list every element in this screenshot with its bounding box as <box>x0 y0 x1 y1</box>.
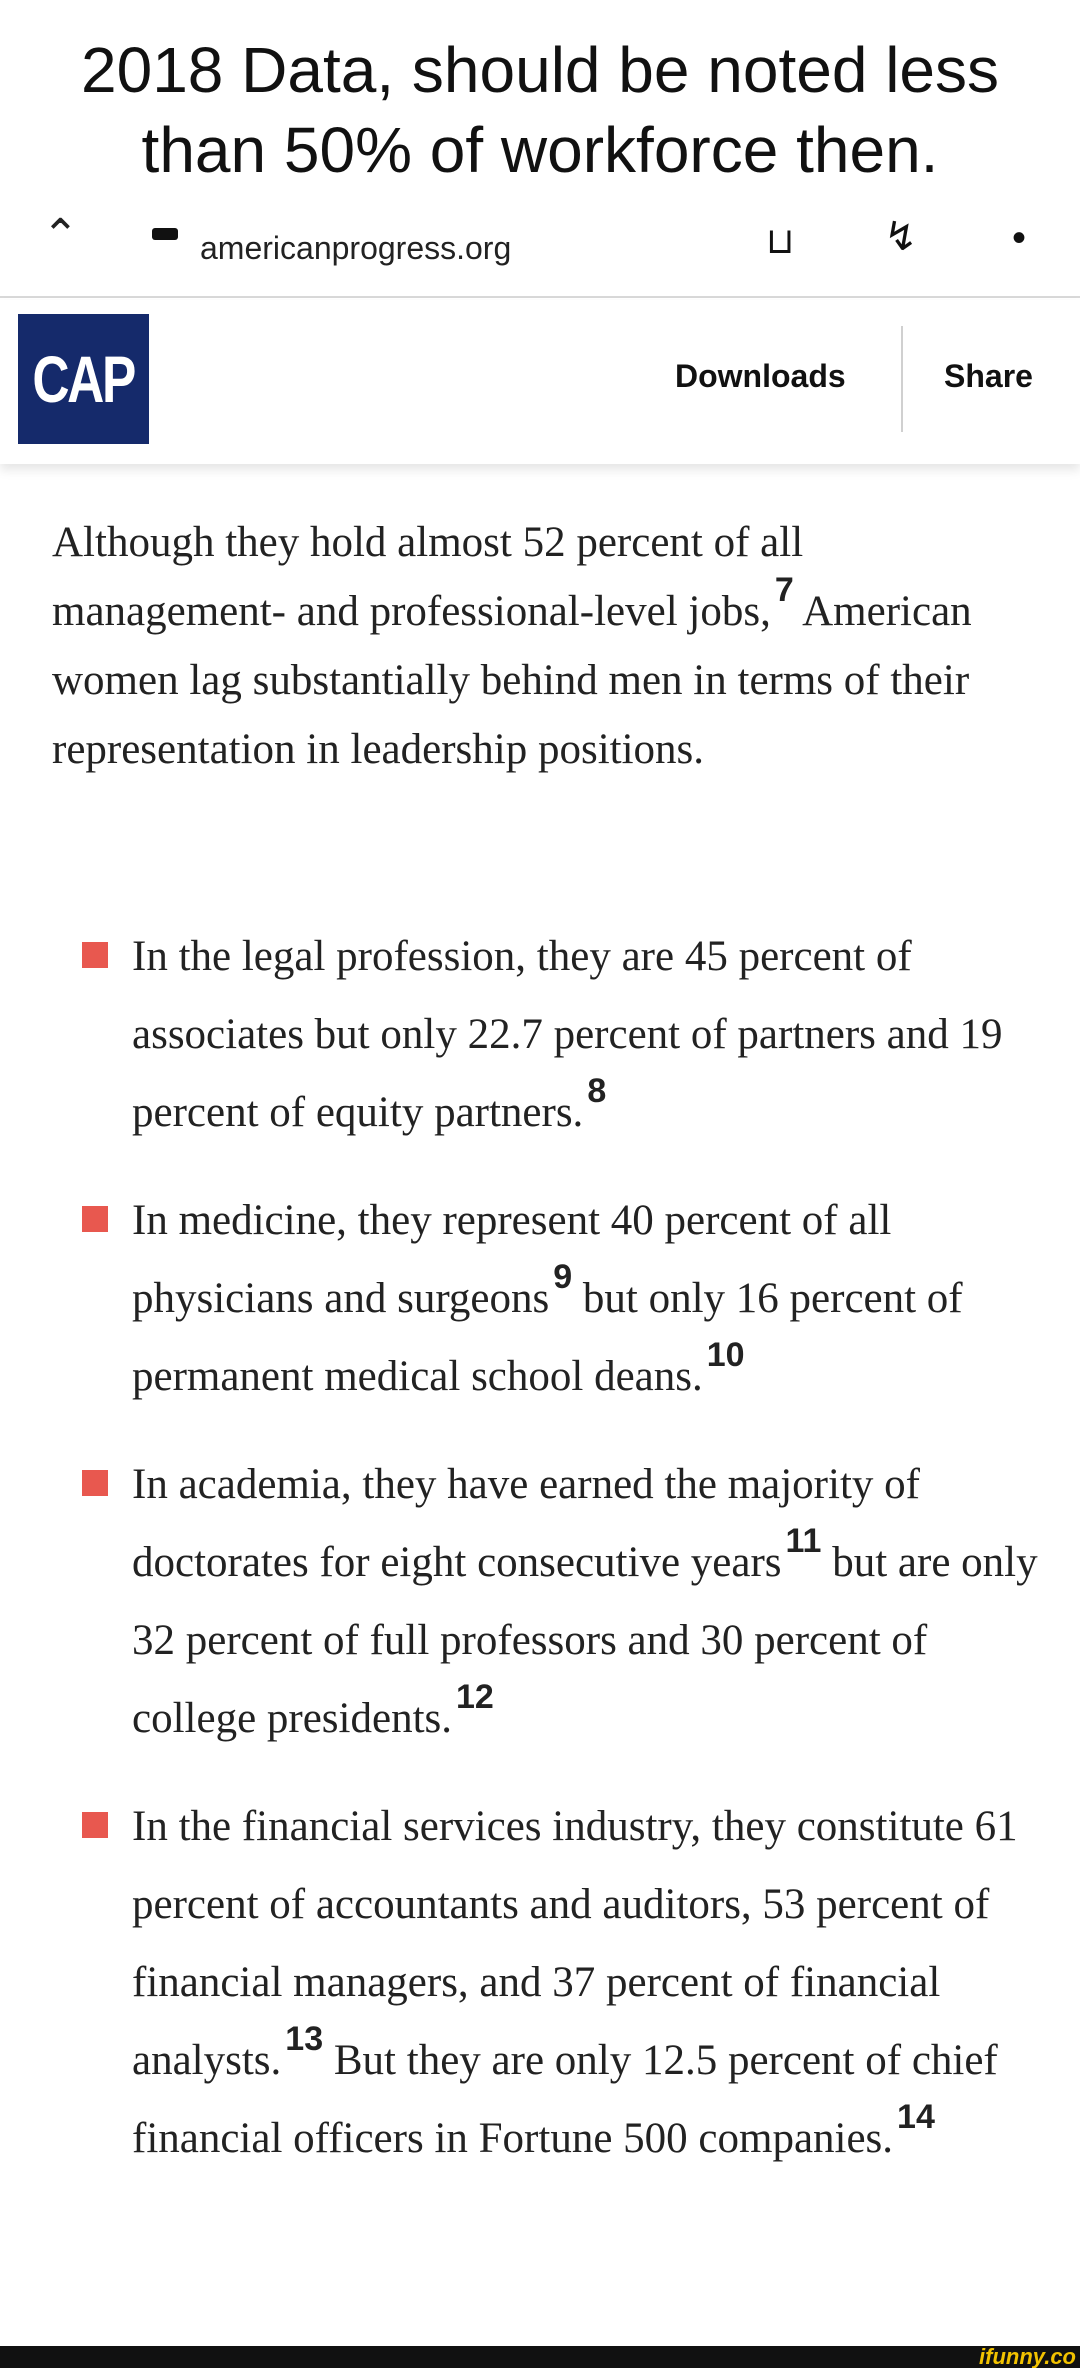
meme-caption <box>0 30 1080 190</box>
list-item <box>80 1788 1040 2178</box>
footnote-link[interactable]: 14 <box>897 2098 935 2136</box>
bookmark-icon[interactable]: ⊔ <box>766 220 795 261</box>
footnote-link[interactable]: 10 <box>706 1336 745 1374</box>
list-item <box>80 1446 1040 1758</box>
bullet-text: In medicine, they represent 40 percent of all physicians and surgeons <box>132 1197 892 1322</box>
caption-line-2: than 50% of workforce then. <box>141 114 939 186</box>
footnote-link[interactable]: 11 <box>785 1522 822 1560</box>
browser-toolbar <box>0 200 1080 298</box>
share-icon[interactable]: ↯ <box>884 215 918 259</box>
watermark-bar <box>0 2346 1080 2368</box>
bullet-text: In the financial services industry, they constitute 61 percent of accountants and auditors, 53 percent of financial managers, and 37 percent of financial analysts. <box>132 1803 1018 2084</box>
intro-text-continued: American women lag substantially behind men in terms of their representation in leadership positions. <box>52 588 972 773</box>
footnote-link[interactable]: 8 <box>587 1072 607 1110</box>
site-header <box>0 300 1080 464</box>
tab-icon[interactable] <box>152 228 178 240</box>
bullet-list <box>80 918 1040 2208</box>
more-icon[interactable]: • <box>1012 216 1027 260</box>
bullet-text-continued: but only 16 percent of permanent medical school deans. <box>132 1275 963 1400</box>
bullet-text: In the legal profession, they are 45 percent of associates but only 22.7 percent of partners and 19 percent of equity partners. <box>132 933 1003 1136</box>
list-item <box>80 1182 1040 1416</box>
share-button[interactable]: Share <box>944 358 1033 394</box>
footnote-link[interactable]: 7 <box>774 571 794 609</box>
footnote-link[interactable]: 12 <box>456 1678 494 1716</box>
downloads-button[interactable]: Downloads <box>675 358 846 394</box>
footnote-link[interactable]: 13 <box>285 2020 324 2058</box>
ifunny-watermark: ifunny.co <box>979 2344 1076 2368</box>
bullet-marker <box>82 1206 108 1232</box>
url-text[interactable]: americanprogress.org <box>200 230 512 266</box>
header-divider <box>901 326 903 432</box>
bullet-text: In academia, they have earned the majority of doctorates for eight consecutive years <box>132 1461 920 1586</box>
bullet-text-continued: But they are only 12.5 percent of chief financial officers in Fortune 500 companies. <box>132 2037 998 2162</box>
intro-text: Although they hold almost 52 percent of all management- and professional-level jobs, <box>52 519 804 635</box>
chevron-up-icon[interactable]: ⌃ <box>42 211 79 260</box>
bullet-text-continued: but are only 32 percent of full professors and 30 percent of college presidents. <box>132 1539 1038 1742</box>
bullet-marker <box>82 942 108 968</box>
caption-line-1: 2018 Data, should be noted less <box>81 34 999 106</box>
cap-logo[interactable] <box>18 314 149 444</box>
footnote-link[interactable]: 9 <box>553 1258 573 1296</box>
bullet-marker <box>82 1812 108 1838</box>
logo-text: CAP <box>32 342 135 416</box>
list-item <box>80 918 1040 1152</box>
article-intro <box>52 508 1042 784</box>
bullet-marker <box>82 1470 108 1496</box>
